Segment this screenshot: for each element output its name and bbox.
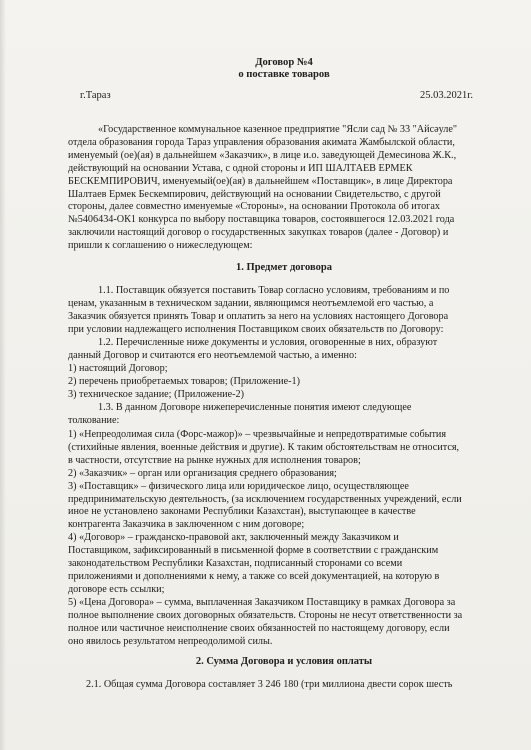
clause-line: толкование: xyxy=(68,414,120,426)
preamble-line: «Государственное коммунальное казенное предприятие "Ясли сад № 33 "Айсәуле" xyxy=(98,124,458,135)
preamble-line: БЕСКЕМПИРОВИЧ, именуемый(ое)(ая) в дальнейшем «Поставщик», в лице Директора xyxy=(68,175,453,187)
section-1-title: 1. Предмет договора xyxy=(236,262,332,273)
definition-line: Поставщиком, зафиксированный в письменной форме в соответствии с гражданским xyxy=(68,545,439,557)
definition-line: в частности, отсутствие на рынке нужных для исполнения товаров; xyxy=(68,454,361,466)
preamble-line: стороны, далее совместно именуемые «Стороны», на основании Протокола об итогах xyxy=(68,201,440,213)
definition-line: контрагента Заказчика в заключенном с ним договоре; xyxy=(68,519,305,531)
definition-line: 3) «Поставщик» – физического лица или юридическое лицо, осуществляющее xyxy=(68,480,409,492)
definition-line: 1) «Непреодолимая сила (Форс-мажор)» – чрезвычайные и непредотвратимые события xyxy=(68,429,447,440)
clause-line: ценам, указанным в техническом задании, являющимся неотъемлемой его частью, а xyxy=(68,297,434,309)
list-item: 2) перечень приобретаемых товаров; (Приложение-1) xyxy=(68,375,301,387)
clause-1-3 xyxy=(68,402,500,428)
city: г.Тараз xyxy=(80,90,111,101)
preamble xyxy=(68,124,500,253)
clause-2-1: 2.1. Общая сумма Договора составляет 3 246 180 (три миллиона двести сорок шесть xyxy=(86,679,453,690)
definition-line: предпринимательскую деятельность, (за исключением государственных учреждений, если xyxy=(68,493,462,505)
contract-title: Договор №4 xyxy=(255,57,313,68)
preamble-line: №5406434-ОК1 конкурса по выбору поставщика товаров, состоявшегося 12.03.2021 года xyxy=(68,214,455,226)
definition-line: законодательством Республики Казахстан, подписанный сторонами со всеми xyxy=(68,558,403,570)
definition-line: оно явилось результатом непреодолимой силы. xyxy=(68,635,273,647)
contract-date: 25.03.2021г. xyxy=(420,90,473,101)
preamble-line: Шалтаев Ермек Бескемпирович, действующий на основании Свидетельство, с другой xyxy=(68,188,441,200)
definition-line: полное выполнение своих договорных обязательств. Стороны не несут ответственности за xyxy=(68,609,463,621)
scan-shadow xyxy=(0,0,6,750)
clause-line: 1.2. Перечисленные ниже документы и условия, оговоренные в них, образуют xyxy=(98,337,438,348)
definition-line: (стихийные явления, военные действия и другие). К таким обстоятельствам не относится, xyxy=(68,441,460,453)
clause-1-1 xyxy=(68,285,500,337)
definition-line: полное или частичное неисполнение своих обязанностей по настоящему договору, если xyxy=(68,622,450,634)
clause-line: 1.1. Поставщик обязуется поставить Товар согласно условиям, требованиям и по xyxy=(98,285,450,296)
definition-line: 2) «Заказчик» – орган или организация среднего образования; xyxy=(68,467,337,479)
definition-line: договоре есть ссылки; xyxy=(68,583,165,595)
clause-line: Заказчик обязуется принять Товар и оплатить за него на условиях настоящего Договора xyxy=(68,310,449,322)
list-item: 1) настоящий Договор; xyxy=(68,363,168,374)
clause-line: при условии надлежащего исполнения Поставщиком своих обязательств по Договору: xyxy=(68,323,444,335)
definition-line: иное не установлено законами Республики Казахстан), выступающее в качестве xyxy=(68,506,416,518)
preamble-line: заключили настоящий договор о государственных закупках товаров (далее - Договор) и xyxy=(68,227,449,239)
clause-1-2 xyxy=(68,337,500,363)
definition-line: 5) «Цена Договора» – сумма, выплаченная Заказчиком Поставщику в рамках Договора за xyxy=(68,596,456,608)
preamble-line: пришли к соглашению о нижеследующем: xyxy=(68,240,253,252)
preamble-line: именуемый (ое)(ая) в дальнейшем «Заказчик», в лице и.о. заведующей Демесинова Ж.К., xyxy=(68,149,457,161)
clause-line: данный Договор и считаются его неотъемлемой частью, а именно: xyxy=(68,349,357,361)
preamble-line: действующий на основании Устава, с одной стороны и ИП ШАЛТАЕВ ЕРМЕК xyxy=(68,162,413,174)
definitions xyxy=(68,429,500,648)
definition-line: 4) «Договор» – гражданско-правовой акт, заключенный между Заказчиком и xyxy=(68,532,399,544)
clause-line: 1.3. В данном Договоре нижеперечисленные понятия имеют следующее xyxy=(98,402,412,413)
preamble-line: отдела образования города Тараз управления образования акимата Жамбылской области, xyxy=(68,136,455,148)
definition-line: приложениями и дополнениями к нему, а также со всей документацией, на которую в xyxy=(68,570,440,582)
section-2-title: 2. Сумма Договора и условия оплаты xyxy=(195,656,373,667)
contract-subtitle: о поставке товаров xyxy=(238,69,330,80)
documents-list xyxy=(68,363,500,402)
list-item: 3) техническое задание; (Приложение-2) xyxy=(68,388,245,400)
